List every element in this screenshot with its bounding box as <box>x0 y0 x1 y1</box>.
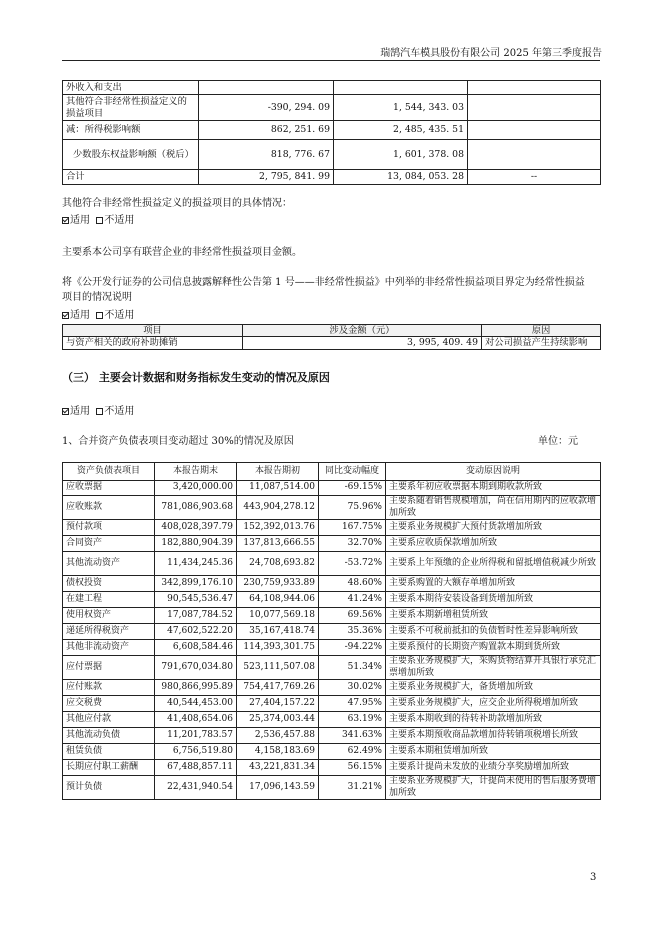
change-rate-cell: -69.15% <box>319 481 386 496</box>
change-rate-cell: 341.63% <box>319 728 386 744</box>
change-rate-cell: 48.60% <box>319 576 386 592</box>
period-end-cell: 3,420,000.00 <box>155 481 237 496</box>
change-rate-cell: 32.70% <box>319 536 386 552</box>
section-title: （三） 主要会计数据和财务指标发生变动的情况及原因 <box>62 371 330 384</box>
reason-cell: 主要系年初应收票据本期到期收款所致 <box>386 481 601 496</box>
table-header-row: 资产负债表项目 本报告期末 本报告期初 同比变动幅度 变动原因说明 <box>63 463 601 481</box>
item-cell: 预计负债 <box>63 776 155 800</box>
period-begin-cell: 35,167,418.74 <box>237 624 319 640</box>
reason-cell: 主要系业务规模扩大，计提尚未使用的售后服务费增加所致 <box>386 776 601 800</box>
item-cell: 其他非流动资产 <box>63 640 155 656</box>
item-cell: 应付账款 <box>63 680 155 696</box>
change-rate-cell: 69.56% <box>319 608 386 624</box>
period-begin-cell: 24,708,693.82 <box>237 552 319 576</box>
item-cell: 减：所得税影响额 <box>63 121 199 140</box>
change-rate-cell: 31.21% <box>319 776 386 800</box>
period-end-cell: 17,087,784.52 <box>155 608 237 624</box>
reclass-note-line-1: 将《公开发行证券的公司信息披露解释性公告第 1 号——非经常性损益》中列举的非经常性损益项目界定为经常性损益 <box>62 277 585 288</box>
period-end-cell: 90,545,536.47 <box>155 592 237 608</box>
table-row: 其他符合非经常性损益定义的损益项目 -390, 294. 09 1, 544, 343. 03 <box>63 95 601 121</box>
table-row: 与资产相关的政府补助摊销 3, 995, 409. 49 对公司损益产生持续影响 <box>63 337 601 349</box>
item-cell: 债权投资 <box>63 576 155 592</box>
unchecked-checkbox-icon <box>96 312 103 319</box>
period-begin-cell: 25,374,003.44 <box>237 712 319 728</box>
item-cell: 长期应付职工薪酬 <box>63 760 155 776</box>
header-divider <box>62 60 600 61</box>
item-cell: 合同资产 <box>63 536 155 552</box>
period-begin-cell: 10,077,569.18 <box>237 608 319 624</box>
table-row <box>63 640 601 656</box>
table-row <box>63 520 601 536</box>
period-begin-cell: 152,392,013.76 <box>237 520 319 536</box>
table-row <box>63 696 601 712</box>
table-row <box>63 760 601 776</box>
change-rate-cell: 167.75% <box>319 520 386 536</box>
table-row <box>63 776 601 800</box>
reclass-note-line-2: 项目的情况说明 <box>62 292 132 303</box>
period-end-cell: 791,670,034.80 <box>155 656 237 680</box>
item-cell: 租赁负债 <box>63 744 155 760</box>
period-end-cell: 67,488,857.11 <box>155 760 237 776</box>
period-end-cell: 47,602,522.20 <box>155 624 237 640</box>
item-cell: 应收账款 <box>63 496 155 520</box>
period-end-cell: 22,431,940.54 <box>155 776 237 800</box>
change-rate-cell: -53.72% <box>319 552 386 576</box>
period-begin-cell: 523,111,507.08 <box>237 656 319 680</box>
change-rate-cell: 75.96% <box>319 496 386 520</box>
table-row <box>63 608 601 624</box>
period-begin-cell: 754,417,769.26 <box>237 680 319 696</box>
table-row <box>63 712 601 728</box>
table-row <box>63 552 601 576</box>
change-rate-cell: 51.34% <box>319 656 386 680</box>
item-cell: 其他流动资产 <box>63 552 155 576</box>
table-row: 合计 2, 795, 841. 99 13, 084, 053. 28 -- <box>63 170 601 185</box>
reason-cell: 主要系业务规模扩大，应交企业所得税增加所致 <box>386 696 601 712</box>
checkbox-group-1: 适用 不适用 <box>62 211 134 226</box>
item-cell: 使用权资产 <box>63 608 155 624</box>
period-end-cell: 408,028,397.79 <box>155 520 237 536</box>
unchecked-checkbox-icon <box>96 217 103 224</box>
checked-checkbox-icon <box>62 408 69 415</box>
reason-cell: 主要系本期新增租赁所致 <box>386 608 601 624</box>
period-begin-cell: 114,393,301.75 <box>237 640 319 656</box>
table-header-row: 项目 涉及金额（元） 原因 <box>63 325 601 337</box>
change-rate-cell: 41.24% <box>319 592 386 608</box>
reason-cell: 主要系业务规模扩大预付货款增加所致 <box>386 520 601 536</box>
period-begin-cell: 11,087,514.00 <box>237 481 319 496</box>
reason-cell: 主要系计提尚未发放的业绩分享奖励增加所致 <box>386 760 601 776</box>
item-cell: 外收入和支出 <box>63 81 199 95</box>
checkbox-group-3: 适用 不适用 <box>62 402 134 417</box>
table-row <box>63 680 601 696</box>
period-begin-cell: 4,158,183.69 <box>237 744 319 760</box>
reason-cell: 主要系本期待安装设备到货增加所致 <box>386 592 601 608</box>
item-cell: 预付款项 <box>63 520 155 536</box>
reason-cell: 主要系上年预缴的企业所得税和留抵增值税减少所致 <box>386 552 601 576</box>
page-header-title: 瑞鹄汽车模具股份有限公司 2025 年第三季度报告 <box>380 48 602 59</box>
non-recurring-table <box>62 80 601 185</box>
table-row <box>63 624 601 640</box>
reason-cell: 主要系本期预收商品款增加待转销项税增长所致 <box>386 728 601 744</box>
period-begin-cell: 230,759,933.89 <box>237 576 319 592</box>
balance-sheet-change-table <box>62 462 601 800</box>
period-end-cell: 11,434,245.36 <box>155 552 237 576</box>
period-end-cell: 41,408,654.06 <box>155 712 237 728</box>
change-rate-cell: -94.22% <box>319 640 386 656</box>
unchecked-checkbox-icon <box>96 408 103 415</box>
checked-checkbox-icon <box>62 217 69 224</box>
table-row <box>63 81 601 95</box>
table-row <box>63 744 601 760</box>
period-end-cell: 182,880,904.39 <box>155 536 237 552</box>
item-cell: 其他流动负债 <box>63 728 155 744</box>
reason-cell: 主要系本期租赁增加所致 <box>386 744 601 760</box>
period-begin-cell: 64,108,944.06 <box>237 592 319 608</box>
item-cell: 少数股东权益影响额（税后） <box>63 140 199 170</box>
table-row: 少数股东权益影响额（税后） 818, 776. 67 1, 601, 378. 08 <box>63 140 601 170</box>
item-cell: 其他应付款 <box>63 712 155 728</box>
checked-checkbox-icon <box>62 312 69 319</box>
table-row <box>63 536 601 552</box>
period-end-cell: 980,866,995.89 <box>155 680 237 696</box>
change-rate-cell: 35.36% <box>319 624 386 640</box>
period-end-cell: 6,756,519.80 <box>155 744 237 760</box>
item-cell: 应收票据 <box>63 481 155 496</box>
period-begin-cell: 27,404,157.22 <box>237 696 319 712</box>
period-begin-cell: 137,813,666.55 <box>237 536 319 552</box>
table-row <box>63 576 601 592</box>
change-rate-cell: 62.49% <box>319 744 386 760</box>
table-row: 减：所得税影响额 862, 251. 69 2, 485, 435. 51 <box>63 121 601 140</box>
other-definition-label: 其他符合非经常性损益定义的损益项目的具体情况： <box>62 198 292 209</box>
subsection-title: 1、合并资产负债表项目变动超过 30%的情况及原因 <box>62 436 294 447</box>
period-end-cell: 342,899,176.10 <box>155 576 237 592</box>
period-end-cell: 6,608,584.46 <box>155 640 237 656</box>
checkbox-group-2: 适用 不适用 <box>62 306 134 321</box>
reason-cell: 主要系不可税前抵扣的负债暂时性差异影响所致 <box>386 624 601 640</box>
item-cell: 递延所得税资产 <box>63 624 155 640</box>
item-cell: 其他符合非经常性损益定义的损益项目 <box>63 95 199 121</box>
period-end-cell: 781,086,903.68 <box>155 496 237 520</box>
table-row <box>63 592 601 608</box>
reason-cell: 主要系购置的大额存单增加所致 <box>386 576 601 592</box>
period-begin-cell: 2,536,457.88 <box>237 728 319 744</box>
change-rate-cell: 63.19% <box>319 712 386 728</box>
item-cell: 在建工程 <box>63 592 155 608</box>
page-number: 3 <box>590 872 597 883</box>
item-cell: 应付票据 <box>63 656 155 680</box>
associate-note: 主要系本公司享有联营企业的非经常性损益项目金额。 <box>62 247 302 258</box>
period-end-cell: 11,201,783.57 <box>155 728 237 744</box>
change-rate-cell: 56.15% <box>319 760 386 776</box>
change-rate-cell: 47.95% <box>319 696 386 712</box>
period-begin-cell: 17,096,143.59 <box>237 776 319 800</box>
reclass-table <box>62 324 601 350</box>
reason-cell: 主要系业务规模扩大，采购货物结算开具银行承兑汇票增加所致 <box>386 656 601 680</box>
table-row <box>63 496 601 520</box>
unit-label: 单位：元 <box>538 436 578 447</box>
period-begin-cell: 43,221,831.34 <box>237 760 319 776</box>
reason-cell: 主要系随着销售规模增加，尚在信用期内的应收款增加所致 <box>386 496 601 520</box>
item-cell: 应交税费 <box>63 696 155 712</box>
reason-cell: 主要系预付的长期资产购置款本期到货所致 <box>386 640 601 656</box>
item-cell: 合计 <box>63 170 199 185</box>
reason-cell: 主要系业务规模扩大，备货增加所致 <box>386 680 601 696</box>
change-rate-cell: 30.02% <box>319 680 386 696</box>
reason-cell: 主要系本期收到的待转补助款增加所致 <box>386 712 601 728</box>
table-row <box>63 728 601 744</box>
period-end-cell: 40,544,453.00 <box>155 696 237 712</box>
reason-cell: 主要系应收质保款增加所致 <box>386 536 601 552</box>
table-row <box>63 656 601 680</box>
table-row <box>63 481 601 496</box>
period-begin-cell: 443,904,278.12 <box>237 496 319 520</box>
